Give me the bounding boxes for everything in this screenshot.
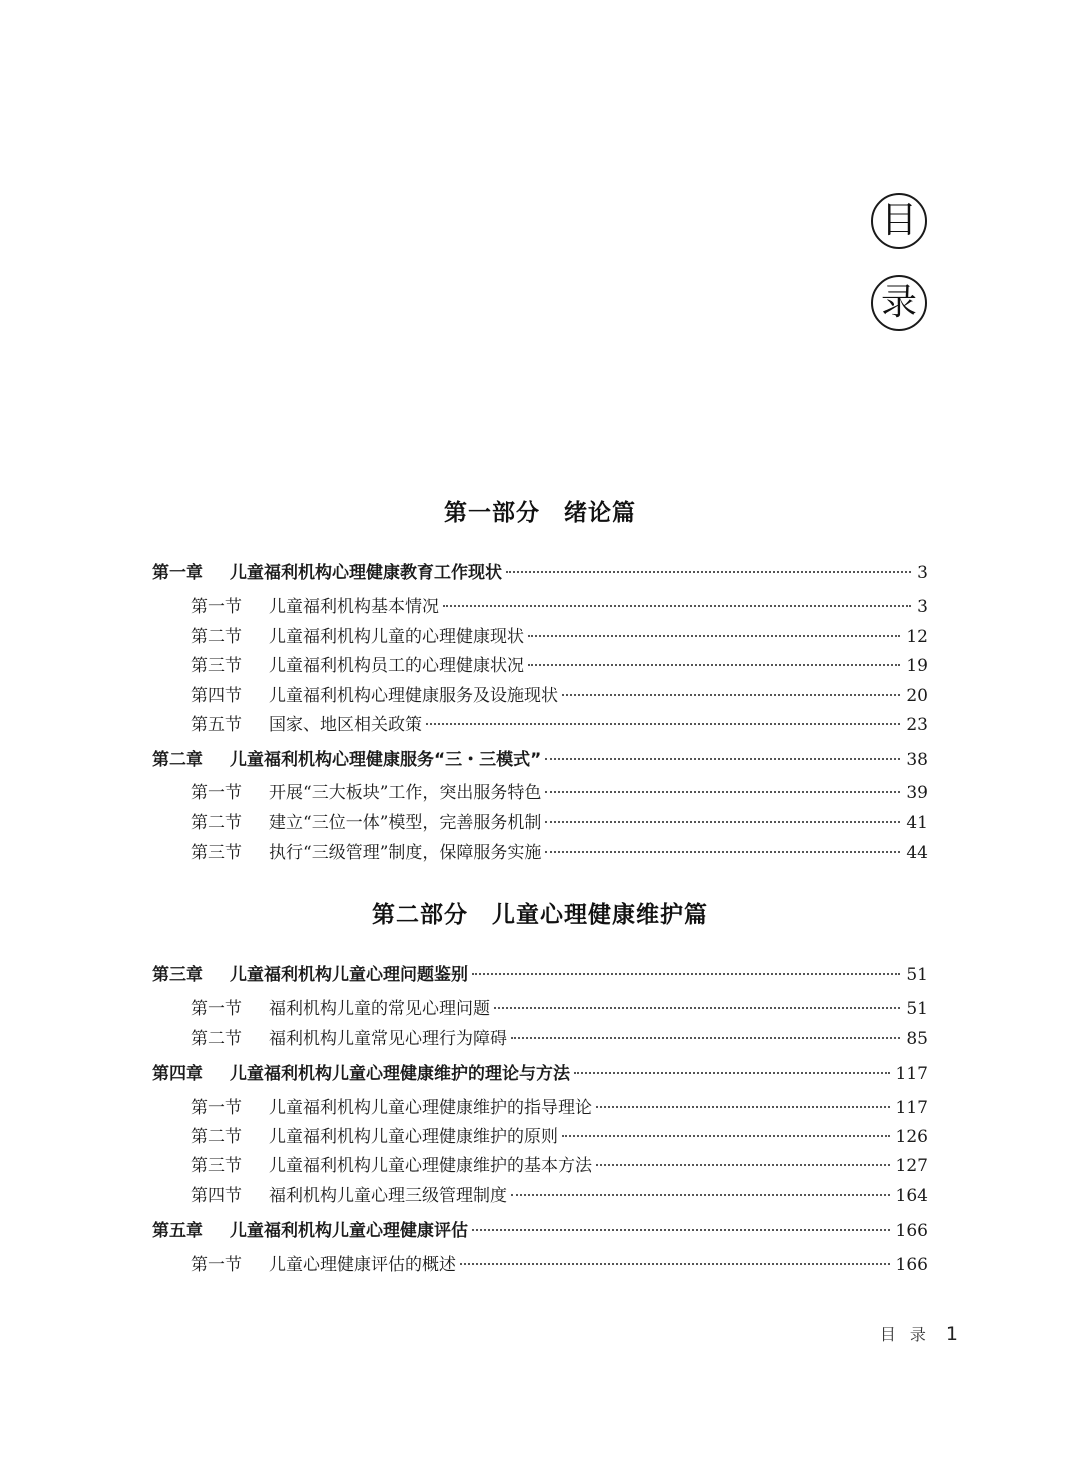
section-number: 第一节 — [191, 1098, 242, 1118]
dot-leader — [545, 821, 900, 823]
chapter-number: 第三章 — [152, 965, 203, 985]
chapter-number: 第一章 — [152, 563, 203, 583]
section-title: 儿童福利机构心理健康服务及设施现状 — [269, 686, 558, 706]
dot-leader — [443, 605, 911, 607]
footer-label: 目录 — [879, 1325, 940, 1344]
section-page: 51 — [906, 999, 928, 1019]
toc-section-4-1[interactable] — [191, 1096, 928, 1120]
section-page: 19 — [906, 656, 928, 676]
section-number: 第三节 — [191, 656, 242, 676]
toc-section-1-1[interactable] — [191, 595, 928, 619]
dot-leader — [426, 723, 900, 725]
section-number: 第二节 — [191, 1029, 242, 1049]
chapter-page: 38 — [906, 750, 928, 770]
title-char-mu — [871, 193, 927, 249]
section-title: 福利机构儿童心理三级管理制度 — [269, 1186, 507, 1206]
footer-page-number: 1 — [945, 1323, 958, 1345]
part-2-title: 第二部分 儿童心理健康维护篇 — [372, 902, 708, 928]
title-char-lu-text: 录 — [880, 282, 917, 323]
chapter-number: 第五章 — [152, 1221, 203, 1241]
section-title: 儿童福利机构儿童心理健康维护的原则 — [269, 1127, 558, 1147]
section-number: 第一节 — [191, 999, 242, 1019]
section-page: 127 — [895, 1156, 928, 1176]
dot-leader — [562, 694, 900, 696]
section-title: 建立“三位一体”模型，完善服务机制 — [269, 813, 542, 833]
section-number: 第三节 — [191, 843, 242, 863]
toc-section-1-5[interactable] — [191, 713, 928, 737]
part-1-title: 第一部分 绪论篇 — [444, 500, 636, 526]
dot-leader — [596, 1106, 890, 1108]
section-page: 39 — [906, 783, 928, 803]
section-page: 164 — [895, 1186, 928, 1206]
section-title: 儿童福利机构儿童心理健康维护的指导理论 — [269, 1098, 592, 1118]
section-number: 第四节 — [191, 1186, 242, 1206]
dot-leader — [511, 1194, 890, 1196]
section-page: 12 — [906, 627, 928, 647]
chapter-title: 儿童福利机构儿童心理健康评估 — [230, 1221, 468, 1241]
dot-leader — [545, 791, 900, 793]
section-number: 第一节 — [191, 597, 242, 617]
dot-leader — [506, 571, 911, 573]
section-number: 第二节 — [191, 1127, 242, 1147]
dot-leader — [574, 1072, 890, 1074]
title-char-mu-text: 目 — [880, 200, 917, 241]
section-title: 儿童心理健康评估的概述 — [269, 1255, 456, 1275]
toc-chapter-4[interactable] — [152, 1062, 928, 1086]
chapter-title: 儿童福利机构心理健康教育工作现状 — [230, 563, 502, 583]
toc-section-3-1[interactable] — [191, 997, 928, 1021]
section-page: 126 — [895, 1127, 928, 1147]
toc-section-4-2[interactable] — [191, 1125, 928, 1149]
dot-leader — [494, 1007, 900, 1009]
page-footer — [880, 1322, 958, 1345]
toc-section-4-4[interactable] — [191, 1184, 928, 1208]
title-char-lu — [871, 275, 927, 331]
dot-leader — [545, 851, 900, 853]
section-title: 儿童福利机构儿童心理健康维护的基本方法 — [269, 1156, 592, 1176]
section-page: 44 — [906, 843, 928, 863]
section-title: 开展“三大板块”工作，突出服务特色 — [269, 783, 542, 803]
dot-leader — [528, 635, 900, 637]
toc-section-1-4[interactable] — [191, 684, 928, 708]
section-title: 福利机构儿童常见心理行为障碍 — [269, 1029, 507, 1049]
chapter-number: 第二章 — [152, 750, 203, 770]
section-page: 3 — [917, 597, 928, 617]
section-page: 41 — [906, 813, 928, 833]
chapter-title: 儿童福利机构儿童心理健康维护的理论与方法 — [230, 1064, 570, 1084]
section-title: 国家、地区相关政策 — [269, 715, 422, 735]
chapter-page: 51 — [906, 965, 928, 985]
section-number: 第四节 — [191, 686, 242, 706]
section-page: 166 — [895, 1255, 928, 1275]
section-number: 第一节 — [191, 1255, 242, 1275]
toc-section-2-1[interactable] — [191, 781, 928, 805]
dot-leader — [596, 1164, 890, 1166]
dot-leader — [472, 973, 900, 975]
dot-leader — [472, 1229, 890, 1231]
toc-chapter-2[interactable] — [152, 748, 928, 772]
dot-leader — [528, 664, 900, 666]
section-page: 20 — [906, 686, 928, 706]
toc-chapter-3[interactable] — [152, 963, 928, 987]
toc-section-2-2[interactable] — [191, 811, 928, 835]
section-page: 85 — [906, 1029, 928, 1049]
chapter-title: 儿童福利机构心理健康服务“三・三模式” — [230, 750, 542, 770]
dot-leader — [562, 1135, 890, 1137]
section-title: 福利机构儿童的常见心理问题 — [269, 999, 490, 1019]
chapter-page: 3 — [917, 563, 928, 583]
section-title: 儿童福利机构员工的心理健康状况 — [269, 656, 524, 676]
dot-leader — [545, 758, 900, 760]
section-page: 23 — [906, 715, 928, 735]
section-title: 儿童福利机构基本情况 — [269, 597, 439, 617]
chapter-title: 儿童福利机构儿童心理问题鉴别 — [230, 965, 468, 985]
toc-chapter-1[interactable] — [152, 561, 928, 585]
toc-section-1-3[interactable] — [191, 654, 928, 678]
chapter-page: 166 — [895, 1221, 928, 1241]
dot-leader — [511, 1037, 900, 1039]
section-title: 儿童福利机构儿童的心理健康现状 — [269, 627, 524, 647]
section-number: 第二节 — [191, 813, 242, 833]
chapter-number: 第四章 — [152, 1064, 203, 1084]
section-number: 第三节 — [191, 1156, 242, 1176]
dot-leader — [460, 1263, 890, 1265]
section-page: 117 — [895, 1098, 928, 1118]
toc-section-4-3[interactable] — [191, 1154, 928, 1178]
section-number: 第五节 — [191, 715, 242, 735]
section-number: 第一节 — [191, 783, 242, 803]
toc-chapter-5[interactable] — [152, 1219, 928, 1243]
chapter-page: 117 — [895, 1064, 928, 1084]
toc-section-5-1[interactable] — [191, 1253, 928, 1277]
section-title: 执行“三级管理”制度，保障服务实施 — [269, 843, 542, 863]
section-number: 第二节 — [191, 627, 242, 647]
toc-section-2-3[interactable] — [191, 841, 928, 865]
toc-section-1-2[interactable] — [191, 625, 928, 649]
toc-section-3-2[interactable] — [191, 1027, 928, 1051]
